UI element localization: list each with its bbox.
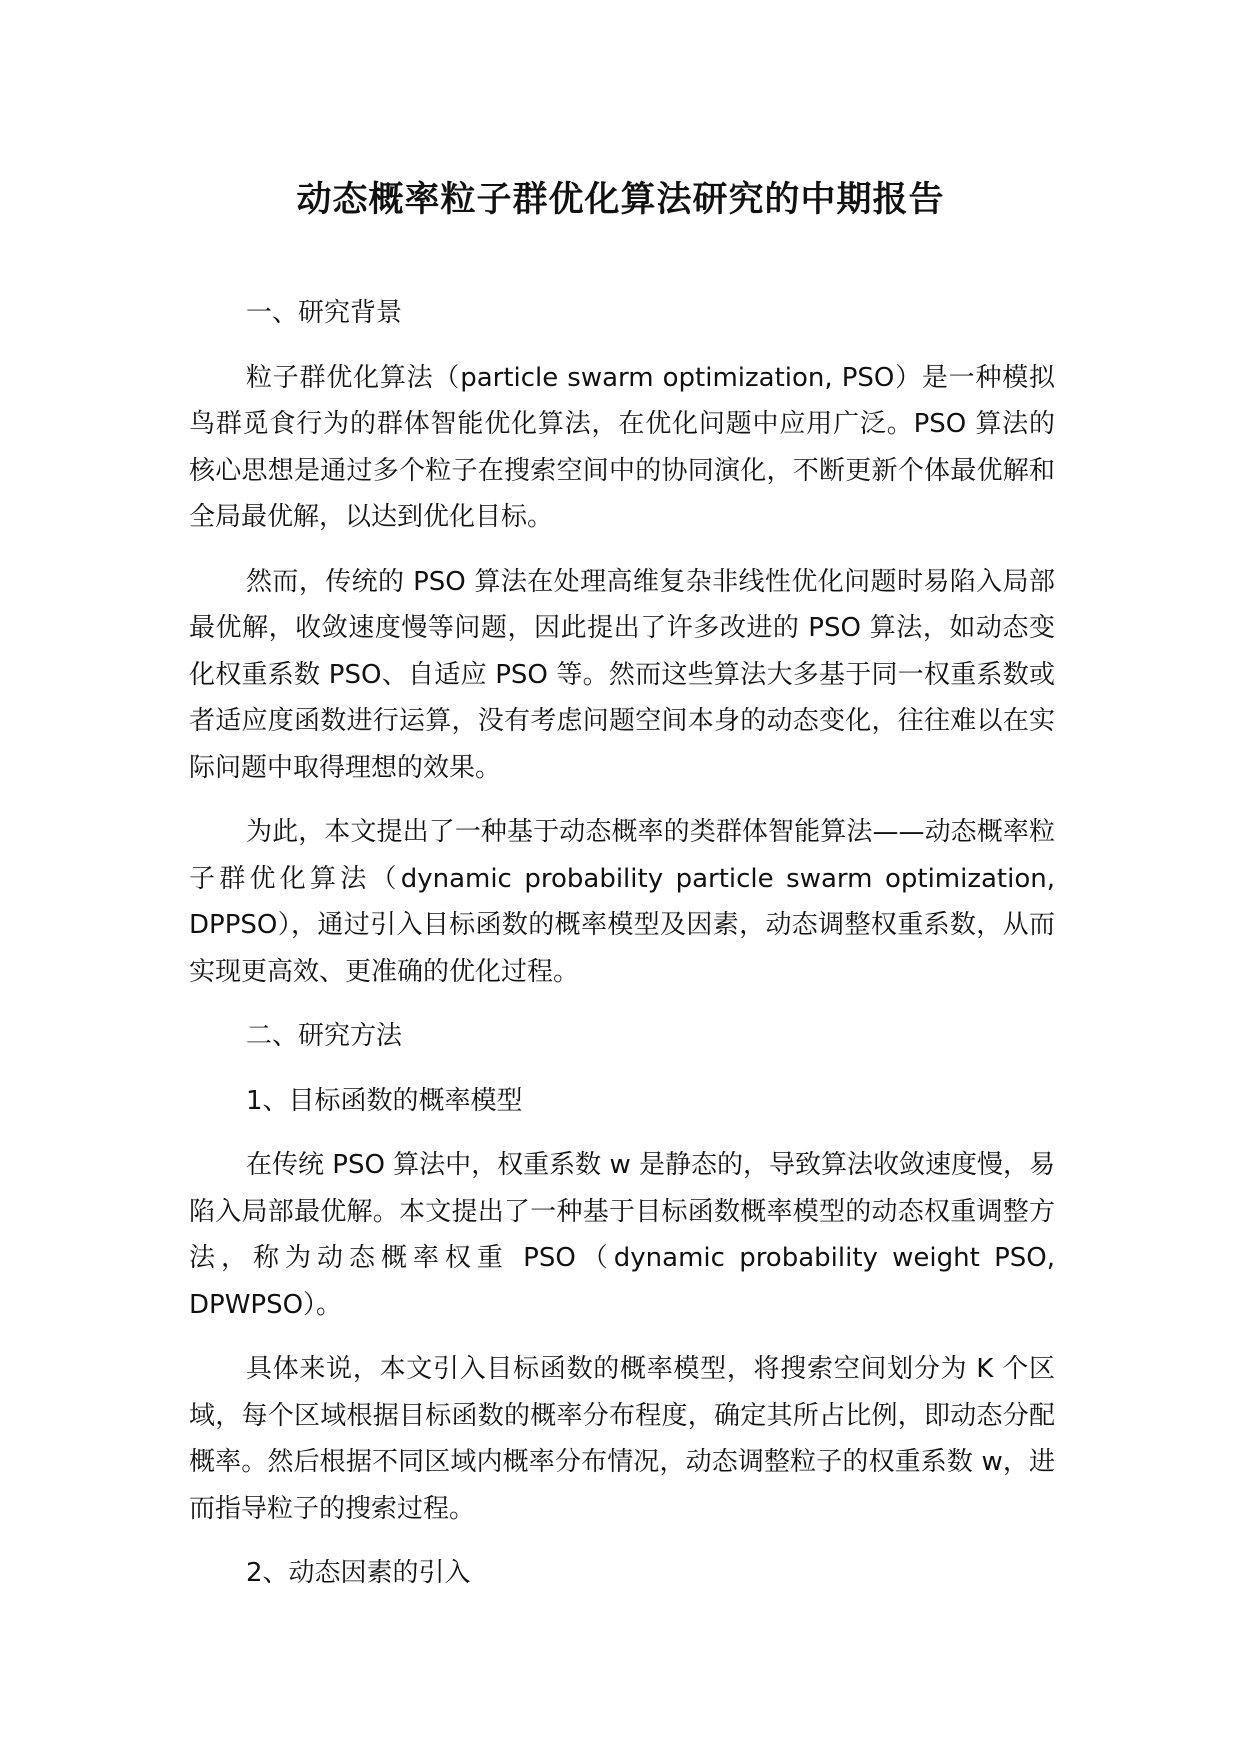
- subsection-heading-probability-model: 1、目标函数的概率模型: [246, 1085, 523, 1116]
- document-title: 动态概率粒子群优化算法研究的中期报告: [296, 180, 945, 220]
- paragraph-pso-intro: 粒子群优化算法（particle swarm optimization, PSO）是一种模拟鸟群觅食行为的群体智能优化算法，在优化问题中应用广泛。PSO 算法的核心思想是通过多个粒子在搜索空间中的协同演化，不断更新个体最优解和全局最优解，以达到优化目标。: [189, 362, 1055, 532]
- paragraph-dpwpso: 在传统 PSO 算法中，权重系数 w 是静态的，导致算法收敛速度慢，易陷入局部最优解。本文提出了一种基于目标函数概率模型的动态权重调整方法，称为动态概率权重 PSO（dynamic probability weight PSO, DPWPSO）。: [189, 1150, 1055, 1320]
- section-heading-methods: 二、研究方法: [246, 1021, 403, 1051]
- paragraph-pso-limitations: 然而，传统的 PSO 算法在处理高维复杂非线性优化问题时易陷入局部最优解，收敛速度慢等问题，因此提出了许多改进的 PSO 算法，如动态变化权重系数 PSO、自适应 PSO 等。然而这些算法大多基于同一权重系数或者适应度函数进行运算，没有考虑问题空间本身的动态变化，往往难以在实际问题中取得理想的效果。: [189, 566, 1055, 783]
- section-heading-background: 一、研究背景: [246, 298, 403, 328]
- document-body: [189, 290, 1055, 1615]
- paragraph-region-partition: 具体来说，本文引入目标函数的概率模型，将搜索空间划分为 K 个区域，每个区域根据目标函数的概率分布程度，确定其所占比例，即动态分配概率。然后根据不同区域内概率分布情况，动态调整粒子的权重系数 w，进而指导粒子的搜索过程。: [189, 1354, 1055, 1524]
- subsection-heading-dynamic-factors: 2、动态因素的引入: [246, 1558, 471, 1588]
- paragraph-dppso-proposal: 为此，本文提出了一种基于动态概率的类群体智能算法——动态概率粒子群优化算法（dynamic probability particle swarm optimization, DPPSO），通过引入目标函数的概率模型及因素，动态调整权重系数，从而实现更高效、更准确的优化过程。: [189, 817, 1055, 987]
